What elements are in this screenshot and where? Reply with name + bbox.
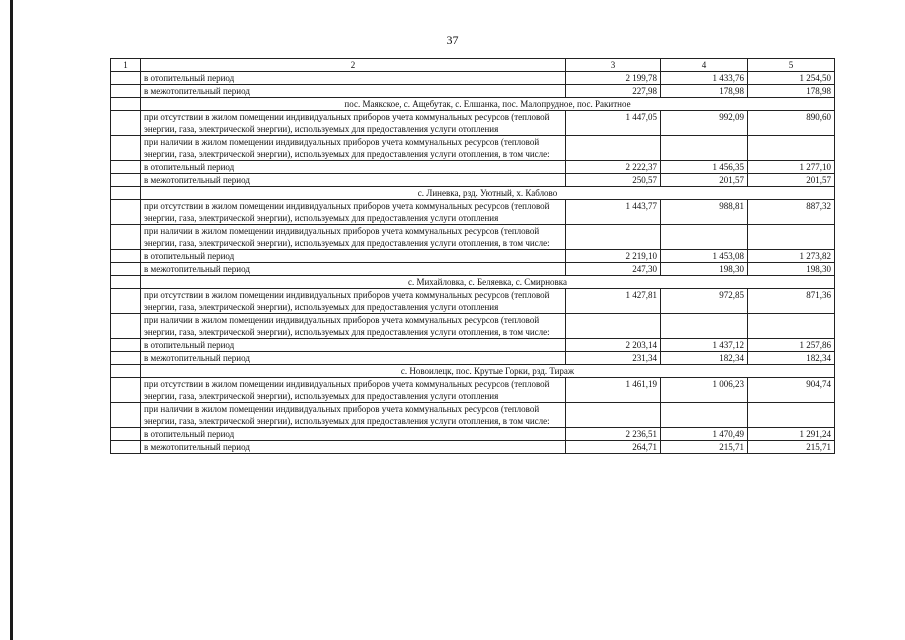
value-cell-col5: 182,34 [748, 352, 835, 365]
row-number-cell [111, 289, 141, 314]
description-cell: при наличии в жилом помещении индивидуальных приборов учета коммунальных ресурсов (тепловой энергии, газа, электрической энергии), используемых для предоставления услуги отопления, в том числе: [141, 403, 566, 428]
description-cell: в отопительный период [141, 72, 566, 85]
value-cell-col4: 178,98 [661, 85, 748, 98]
header-cell-2: 2 [141, 59, 566, 72]
table-row [111, 85, 835, 98]
table-row [111, 136, 835, 161]
table-header-row [111, 59, 835, 72]
value-cell-col3: 227,98 [566, 85, 661, 98]
tariff-table [110, 58, 835, 454]
section-header-row [111, 365, 835, 378]
value-cell-col3: 2 222,37 [566, 161, 661, 174]
section-header-row [111, 187, 835, 200]
section-header-row [111, 98, 835, 111]
value-cell-col3: 264,71 [566, 441, 661, 454]
description-cell: в межотопительный период [141, 85, 566, 98]
value-cell-col3: 247,30 [566, 263, 661, 276]
table-row [111, 378, 835, 403]
header-cell-4: 4 [661, 59, 748, 72]
value-cell-col5: 904,74 [748, 378, 835, 403]
description-cell: в межотопительный период [141, 441, 566, 454]
value-cell-col5: 1 277,10 [748, 161, 835, 174]
row-number-cell [111, 428, 141, 441]
value-cell-col3: 1 461,19 [566, 378, 661, 403]
row-number-cell [111, 403, 141, 428]
value-cell-col3 [566, 314, 661, 339]
description-cell: в межотопительный период [141, 263, 566, 276]
value-cell-col3: 2 236,51 [566, 428, 661, 441]
row-number-cell [111, 98, 141, 111]
description-cell: в отопительный период [141, 339, 566, 352]
value-cell-col4: 992,09 [661, 111, 748, 136]
value-cell-col3: 2 203,14 [566, 339, 661, 352]
value-cell-col4: 198,30 [661, 263, 748, 276]
table-row [111, 200, 835, 225]
header-cell-5: 5 [748, 59, 835, 72]
description-cell: в отопительный период [141, 161, 566, 174]
table-row [111, 225, 835, 250]
description-cell: при наличии в жилом помещении индивидуальных приборов учета коммунальных ресурсов (тепловой энергии, газа, электрической энергии), используемых для предоставления услуги отопления, в том числе: [141, 136, 566, 161]
value-cell-col4 [661, 136, 748, 161]
description-cell: в межотопительный период [141, 174, 566, 187]
value-cell-col5: 871,36 [748, 289, 835, 314]
value-cell-col3: 2 199,78 [566, 72, 661, 85]
value-cell-col3: 1 443,77 [566, 200, 661, 225]
value-cell-col3: 250,57 [566, 174, 661, 187]
value-cell-col4: 201,57 [661, 174, 748, 187]
value-cell-col5 [748, 403, 835, 428]
value-cell-col5: 1 291,24 [748, 428, 835, 441]
value-cell-col4 [661, 403, 748, 428]
value-cell-col4: 1 433,76 [661, 72, 748, 85]
value-cell-col4: 215,71 [661, 441, 748, 454]
row-number-cell [111, 200, 141, 225]
row-number-cell [111, 187, 141, 200]
row-number-cell [111, 378, 141, 403]
table-row [111, 263, 835, 276]
value-cell-col4: 1 437,12 [661, 339, 748, 352]
row-number-cell [111, 365, 141, 378]
row-number-cell [111, 111, 141, 136]
value-cell-col5: 1 273,82 [748, 250, 835, 263]
table-row [111, 428, 835, 441]
row-number-cell [111, 85, 141, 98]
value-cell-col5: 887,32 [748, 200, 835, 225]
value-cell-col5: 215,71 [748, 441, 835, 454]
description-cell: в межотопительный период [141, 352, 566, 365]
value-cell-col3 [566, 403, 661, 428]
row-number-cell [111, 225, 141, 250]
row-number-cell [111, 72, 141, 85]
description-cell: в отопительный период [141, 428, 566, 441]
row-number-cell [111, 136, 141, 161]
value-cell-col3 [566, 136, 661, 161]
value-cell-col5: 1 254,50 [748, 72, 835, 85]
table-row [111, 339, 835, 352]
value-cell-col5: 201,57 [748, 174, 835, 187]
table-row [111, 314, 835, 339]
row-number-cell [111, 263, 141, 276]
settlement-group-title: с. Новоилецк, пос. Крутые Горки, рзд. Тираж [141, 365, 835, 378]
value-cell-col4 [661, 225, 748, 250]
value-cell-col4 [661, 314, 748, 339]
row-number-cell [111, 161, 141, 174]
header-cell-3: 3 [566, 59, 661, 72]
table-row [111, 174, 835, 187]
table-row [111, 352, 835, 365]
row-number-cell [111, 314, 141, 339]
section-header-row [111, 276, 835, 289]
value-cell-col3: 231,34 [566, 352, 661, 365]
description-cell: при наличии в жилом помещении индивидуальных приборов учета коммунальных ресурсов (тепловой энергии, газа, электрической энергии), используемых для предоставления услуги отопления, в том числе: [141, 314, 566, 339]
table-row [111, 111, 835, 136]
value-cell-col4: 1 453,08 [661, 250, 748, 263]
row-number-cell [111, 352, 141, 365]
page-binding-edge [10, 0, 13, 640]
value-cell-col5 [748, 314, 835, 339]
value-cell-col3: 1 447,05 [566, 111, 661, 136]
value-cell-col3: 1 427,81 [566, 289, 661, 314]
value-cell-col5: 890,60 [748, 111, 835, 136]
settlement-group-title: с. Линевка, рзд. Уютный, х. Каблово [141, 187, 835, 200]
page-number: 37 [446, 33, 459, 47]
table-row [111, 441, 835, 454]
value-cell-col3 [566, 225, 661, 250]
description-cell: при отсутствии в жилом помещении индивидуальных приборов учета коммунальных ресурсов (тепловой энергии, газа, электрической энергии), используемых для предоставления услуги отопления [141, 289, 566, 314]
value-cell-col5: 198,30 [748, 263, 835, 276]
header-cell-1: 1 [111, 59, 141, 72]
description-cell: при наличии в жилом помещении индивидуальных приборов учета коммунальных ресурсов (тепловой энергии, газа, электрической энергии), используемых для предоставления услуги отопления, в том числе: [141, 225, 566, 250]
table-row [111, 403, 835, 428]
value-cell-col5: 178,98 [748, 85, 835, 98]
row-number-cell [111, 276, 141, 289]
value-cell-col4: 1 006,23 [661, 378, 748, 403]
table-row [111, 72, 835, 85]
row-number-cell [111, 250, 141, 263]
description-cell: при отсутствии в жилом помещении индивидуальных приборов учета коммунальных ресурсов (тепловой энергии, газа, электрической энергии), используемых для предоставления услуги отопления [141, 111, 566, 136]
description-cell: при отсутствии в жилом помещении индивидуальных приборов учета коммунальных ресурсов (тепловой энергии, газа, электрической энергии), используемых для предоставления услуги отопления [141, 200, 566, 225]
value-cell-col5 [748, 136, 835, 161]
settlement-group-title: пос. Маякское, с. Ащебутак, с. Елшанка, пос. Малопрудное, пос. Ракитное [141, 98, 835, 111]
row-number-cell [111, 441, 141, 454]
table-row [111, 250, 835, 263]
table-row [111, 161, 835, 174]
table-row [111, 289, 835, 314]
value-cell-col4: 972,85 [661, 289, 748, 314]
value-cell-col4: 988,81 [661, 200, 748, 225]
value-cell-col4: 1 470,49 [661, 428, 748, 441]
description-cell: при отсутствии в жилом помещении индивидуальных приборов учета коммунальных ресурсов (тепловой энергии, газа, электрической энергии), используемых для предоставления услуги отопления [141, 378, 566, 403]
value-cell-col3: 2 219,10 [566, 250, 661, 263]
row-number-cell [111, 339, 141, 352]
row-number-cell [111, 174, 141, 187]
value-cell-col5 [748, 225, 835, 250]
description-cell: в отопительный период [141, 250, 566, 263]
value-cell-col4: 1 456,35 [661, 161, 748, 174]
value-cell-col5: 1 257,86 [748, 339, 835, 352]
settlement-group-title: с. Михайловка, с. Беляевка, с. Смирновка [141, 276, 835, 289]
value-cell-col4: 182,34 [661, 352, 748, 365]
